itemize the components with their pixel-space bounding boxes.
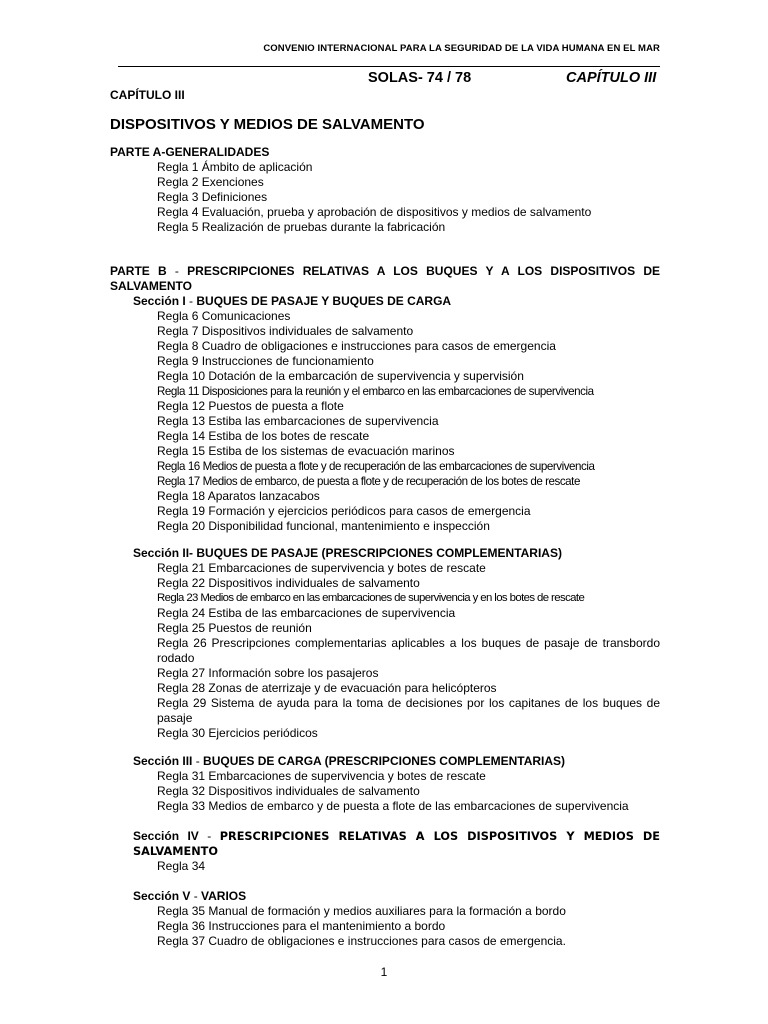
section-ii-title: BUQUES DE PASAJE (PRESCRIPCIONES COMPLEMENTARIAS) (193, 546, 562, 560)
document-body (110, 86, 660, 949)
section-ii-prefix: Sección II- (133, 546, 194, 560)
list-item: Regla 21 Embarcaciones de supervivencia y botes de rescate (157, 561, 486, 575)
section-i-prefix: Sección I (133, 294, 186, 308)
section-v-rules (110, 904, 660, 949)
section-v-prefix: Sección V (133, 889, 191, 903)
list-item: Regla 5 Realización de pruebas durante la fabricación (157, 220, 446, 234)
list-item: Regla 15 Estiba de los sistemas de evacuación marinos (157, 444, 455, 458)
list-item: Regla 12 Puestos de puesta a flote (157, 399, 344, 413)
solas-label: SOLAS- 74 / 78 (368, 70, 472, 86)
page-title: DISPOSITIVOS Y MEDIOS DE SALVAMENTO (110, 116, 425, 133)
list-item: Regla 1 Ámbito de aplicación (157, 160, 313, 174)
list-item: Regla 6 Comunicaciones (157, 309, 291, 323)
list-item: Regla 9 Instrucciones de funcionamiento (157, 354, 374, 368)
section-iii-rules (110, 769, 660, 814)
list-item: Regla 33 Medios de embarco y de puesta a flote de las embarcaciones de supervivencia (157, 799, 629, 813)
list-item: Regla 37 Cuadro de obligaciones e instrucciones para casos de emergencia. (157, 934, 566, 948)
part-b-title: PRESCRIPCIONES RELATIVAS A LOS BUQUES Y A LOS DISPOSITIVOS DE SALVAMENTO (110, 264, 660, 293)
chapter-label: CAPÍTULO III (110, 88, 185, 102)
list-item: Regla 30 Ejercicios periódicos (157, 726, 318, 740)
list-item: Regla 20 Disponibilidad funcional, mantenimiento e inspección (157, 519, 490, 533)
list-item: Regla 2 Exenciones (157, 175, 264, 189)
part-a-heading: PARTE A-GENERALIDADES (110, 145, 270, 159)
page-number: 1 (380, 965, 388, 979)
section-i-rules (110, 309, 660, 534)
list-item: Regla 3 Definiciones (157, 190, 268, 204)
section-i-heading (110, 294, 660, 309)
list-item (110, 636, 660, 666)
list-item: Regla 8 Cuadro de obligaciones e instrucciones para casos de emergencia (157, 339, 556, 353)
list-item: Regla 35 Manual de formación y medios auxiliares para la formación a bordo (157, 904, 566, 918)
list-item: Regla 36 Instrucciones para el mantenimiento a bordo (157, 919, 446, 933)
section-iii-heading (110, 754, 660, 769)
section-iii-prefix: Sección III (133, 754, 193, 768)
rule-26-text: Regla 26 Prescripciones complementarias aplicables a los buques de pasaje de transbordo rodado (157, 636, 660, 665)
list-item: Regla 29 Sistema de ayuda para la toma de decisiones por los capitanes de los buques de pasaje (157, 696, 660, 725)
list-item: Regla 14 Estiba de los botes de rescate (157, 429, 370, 443)
list-item: Regla 19 Formación y ejercicios periódicos para casos de emergencia (157, 504, 531, 518)
list-item: Regla 18 Aparatos lanzacabos (157, 489, 320, 503)
list-item: Regla 7 Dispositivos individuales de salvamento (157, 324, 414, 338)
list-item: Regla 27 Información sobre los pasajeros (157, 666, 379, 680)
running-head: CONVENIO INTERNACIONAL PARA LA SEGURIDAD DE LA VIDA HUMANA EN EL MAR (263, 43, 660, 54)
part-b-prefix: PARTE B (110, 264, 167, 278)
section-v-heading (110, 889, 660, 904)
part-a-rules (110, 160, 660, 235)
list-item: Regla 31 Embarcaciones de supervivencia y botes de rescate (157, 769, 486, 783)
list-item: Regla 16 Medios de puesta a flote y de recuperación de las embarcaciones de supervivencia (157, 460, 595, 473)
section-iv-prefix: Sección IV (133, 829, 199, 843)
section-v-title: VARIOS (201, 889, 247, 903)
chapter-tag: CAPÍTULO III (566, 70, 657, 86)
part-b-heading (110, 264, 660, 294)
section-iv-rules (110, 859, 660, 874)
part-b-dash: - (166, 264, 188, 278)
section-iv-title: PRESCRIPCIONES RELATIVAS A LOS DISPOSITIVOS Y MEDIOS DE SALVAMENTO (133, 830, 660, 858)
list-item: Regla 25 Puestos de reunión (157, 621, 312, 635)
section-iii-title: BUQUES DE CARGA (PRESCRIPCIONES COMPLEMENTARIAS) (203, 754, 566, 768)
section-iii-dash: - (192, 754, 204, 768)
list-item: Regla 11 Disposiciones para la reunión y el embarco en las embarcaciones de supervivencia (157, 385, 594, 398)
section-i-dash: - (185, 294, 197, 308)
list-item: Regla 24 Estiba de las embarcaciones de supervivencia (157, 606, 456, 620)
section-iv-dash: - (198, 829, 220, 843)
section-ii-rules (110, 561, 660, 741)
list-item: Regla 28 Zonas de aterrizaje y de evacuación para helicópteros (157, 681, 497, 695)
list-item: Regla 10 Dotación de la embarcación de supervivencia y supervisión (157, 369, 524, 383)
section-ii-heading (110, 546, 660, 561)
list-item: Regla 13 Estiba las embarcaciones de supervivencia (157, 414, 439, 428)
list-item: Regla 34 (157, 859, 206, 873)
list-item: Regla 22 Dispositivos individuales de salvamento (157, 576, 420, 590)
section-v-dash: - (190, 889, 202, 903)
section-iv-heading (110, 829, 660, 859)
list-item: Regla 23 Medios de embarco en las embarcaciones de supervivencia y en los botes de rescate (157, 592, 585, 604)
list-item: Regla 4 Evaluación, prueba y aprobación de dispositivos y medios de salvamento (157, 205, 592, 219)
list-item: Regla 17 Medios de embarco, de puesta a flote y de recuperación de los botes de rescate (157, 475, 580, 488)
section-i-title: BUQUES DE PASAJE Y BUQUES DE CARGA (196, 294, 452, 308)
header-rule (118, 66, 660, 67)
list-item: Regla 32 Dispositivos individuales de salvamento (157, 784, 420, 798)
